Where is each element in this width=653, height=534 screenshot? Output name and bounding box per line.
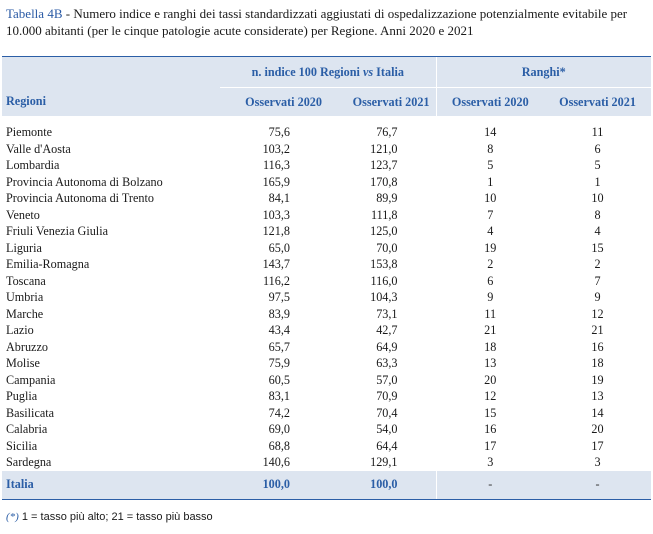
index-2020: 43,4: [268, 323, 290, 338]
table-row: [2, 438, 651, 455]
table-row: [2, 256, 651, 273]
rank-2021: 19: [591, 372, 604, 387]
total-rank-2020: -: [436, 471, 544, 500]
region-name: Provincia Autonoma di Trento: [6, 191, 154, 206]
rank-2021: 7: [594, 273, 601, 288]
index-2020: 97,5: [268, 290, 290, 305]
rank-2020: 20: [436, 372, 544, 389]
index-2020: 83,9: [268, 306, 290, 321]
index-2021: 64,9: [376, 339, 398, 354]
rank-2021: 17: [591, 438, 604, 453]
rank-2021: 20: [591, 422, 604, 437]
index-2020: 103,2: [262, 141, 290, 156]
header-index-pre: n. indice 100 Regioni: [251, 64, 363, 79]
table-row: [2, 306, 651, 323]
rank-2021: 5: [594, 158, 601, 173]
index-2021: 42,7: [376, 323, 398, 338]
region-name: Puglia: [6, 389, 38, 404]
total-rank-2021: -: [544, 471, 651, 500]
index-2021: 70,9: [376, 389, 398, 404]
rank-2021: 12: [591, 306, 604, 321]
rank-2021: 8: [594, 207, 601, 222]
header-idx-2020: Osservati 2020: [220, 88, 328, 117]
index-2021: 170,8: [370, 174, 398, 189]
index-2021: 89,9: [376, 191, 398, 206]
rank-2020: 8: [436, 141, 544, 158]
table-row: [2, 289, 651, 306]
rank-2020: 18: [436, 339, 544, 356]
rank-2020: 4: [436, 223, 544, 240]
index-2020: 68,8: [268, 438, 290, 453]
index-2020: 75,9: [268, 356, 290, 371]
rank-2020: 15: [436, 405, 544, 422]
region-name: Calabria: [6, 422, 48, 437]
region-name: Veneto: [6, 207, 40, 222]
index-2020: 75,6: [268, 125, 290, 140]
rank-2020: 12: [436, 388, 544, 405]
region-name: Piemonte: [6, 125, 53, 140]
index-2021: 104,3: [370, 290, 398, 305]
rank-2020: 6: [436, 273, 544, 290]
rank-2020: 10: [436, 190, 544, 207]
index-2021: 70,4: [376, 405, 398, 420]
table-row: [2, 372, 651, 389]
rank-2020: 19: [436, 240, 544, 257]
region-name: Liguria: [6, 240, 42, 255]
region-name: Lombardia: [6, 158, 60, 173]
region-name: Lazio: [6, 323, 34, 338]
table-caption: [6, 6, 651, 39]
table-header: [2, 57, 651, 117]
region-name: Sicilia: [6, 438, 38, 453]
index-2020: 165,9: [262, 174, 290, 189]
table-row: [2, 223, 651, 240]
index-2021: 57,0: [376, 372, 398, 387]
index-2021: 121,0: [370, 141, 398, 156]
rank-2020: 5: [436, 157, 544, 174]
index-2021: 153,8: [370, 257, 398, 272]
rank-2020: 2: [436, 256, 544, 273]
index-2020: 60,5: [268, 372, 290, 387]
rank-2021: 1: [594, 174, 601, 189]
header-idx-2021: Osservati 2021: [328, 88, 436, 117]
index-2021: 125,0: [370, 224, 398, 239]
rank-2021: 16: [591, 339, 604, 354]
rank-2021: 6: [594, 141, 601, 156]
index-2020: 140,6: [262, 455, 290, 470]
header-index-group: [220, 57, 436, 88]
rank-2021: 11: [591, 125, 604, 140]
table-row: [2, 124, 651, 141]
region-name: Molise: [6, 356, 40, 371]
table-row: [2, 322, 651, 339]
region-name: Friuli Venezia Giulia: [6, 224, 108, 239]
table-row: [2, 454, 651, 471]
region-name: Basilicata: [6, 405, 55, 420]
table-row: [2, 388, 651, 405]
index-2020: 121,8: [262, 224, 290, 239]
table-row: [2, 174, 651, 191]
index-2021: 123,7: [370, 158, 398, 173]
table-row: [2, 240, 651, 257]
table-row: [2, 207, 651, 224]
index-2020: 65,0: [268, 240, 290, 255]
rank-2021: 10: [591, 191, 604, 206]
footnote-text: 1 = tasso più alto; 21 = tasso più basso: [18, 511, 213, 523]
rank-2021: 21: [591, 323, 604, 338]
region-name: Provincia Autonoma di Bolzano: [6, 174, 163, 189]
region-name: Abruzzo: [6, 339, 48, 354]
index-2020: 103,3: [262, 207, 290, 222]
region-name: Umbria: [6, 290, 44, 305]
index-2020: 84,1: [268, 191, 290, 206]
index-2020: 69,0: [268, 422, 290, 437]
data-table: [2, 56, 651, 500]
header-index-vs: vs: [362, 64, 374, 79]
rank-2020: 1: [436, 174, 544, 191]
table-row: [2, 141, 651, 158]
header-index-post: Italia: [373, 64, 404, 79]
region-name: Toscana: [6, 273, 46, 288]
rank-2020: 3: [436, 454, 544, 471]
rank-2021: 14: [591, 405, 604, 420]
rank-2021: 13: [591, 389, 604, 404]
table-row: [2, 339, 651, 356]
region-name: Emilia-Romagna: [6, 257, 90, 272]
rank-2021: 4: [594, 224, 601, 239]
header-regioni: Regioni: [2, 57, 220, 117]
rank-2021: 9: [594, 290, 601, 305]
rank-2020: 11: [436, 306, 544, 323]
footnote: [6, 511, 213, 523]
index-2021: 76,7: [376, 125, 398, 140]
header-rank-2020: Osservati 2020: [436, 88, 544, 117]
index-2021: 129,1: [370, 455, 398, 470]
region-name: Valle d'Aosta: [6, 141, 71, 156]
index-2020: 65,7: [268, 339, 290, 354]
index-2020: 116,3: [263, 158, 290, 173]
rank-2020: 17: [436, 438, 544, 455]
header-ranks-group: Ranghi*: [436, 57, 651, 88]
table-row: [2, 355, 651, 372]
table-row: [2, 405, 651, 422]
table-row: [2, 190, 651, 207]
header-rank-2021: Osservati 2021: [544, 88, 651, 117]
index-2021: 116,0: [370, 273, 398, 288]
index-2021: 73,1: [376, 306, 398, 321]
rank-2020: 14: [436, 124, 544, 141]
total-idx-2020: 100,0: [220, 471, 328, 500]
rank-2021: 3: [594, 455, 601, 470]
total-idx-2021: 100,0: [328, 471, 436, 500]
index-2021: 64,4: [376, 438, 398, 453]
region-name: Marche: [6, 306, 44, 321]
rank-2021: 2: [594, 257, 601, 272]
rank-2020: 13: [436, 355, 544, 372]
rank-2020: 7: [436, 207, 544, 224]
table-label: Tabella 4B: [6, 6, 63, 21]
rank-2021: 18: [591, 356, 604, 371]
region-name: Sardegna: [6, 455, 52, 470]
index-2020: 83,1: [268, 389, 290, 404]
total-region: Italia: [2, 471, 220, 500]
rank-2020: 9: [436, 289, 544, 306]
index-2021: 111,8: [370, 207, 398, 222]
table-row: [2, 157, 651, 174]
total-row: [2, 471, 651, 500]
index-2021: 63,3: [376, 356, 398, 371]
table-title: - Numero indice e ranghi dei tassi standardizzati aggiustati di ospedalizzazione potenzialmente evitabile per 10.000 abitanti (per le cinque patologie acute considerate) per Regione. Anni 2020 e 2021: [6, 6, 628, 38]
index-2020: 116,2: [263, 273, 290, 288]
rank-2020: 16: [436, 421, 544, 438]
rank-2020: 21: [436, 322, 544, 339]
table-row: [2, 421, 651, 438]
index-2020: 74,2: [268, 405, 290, 420]
index-2021: 70,0: [376, 240, 398, 255]
table-row: [2, 273, 651, 290]
rank-2021: 15: [591, 240, 604, 255]
index-2021: 54,0: [376, 422, 398, 437]
footnote-marker: (*): [6, 511, 19, 523]
table-body: [2, 116, 651, 471]
index-2020: 143,7: [262, 257, 290, 272]
region-name: Campania: [6, 372, 56, 387]
